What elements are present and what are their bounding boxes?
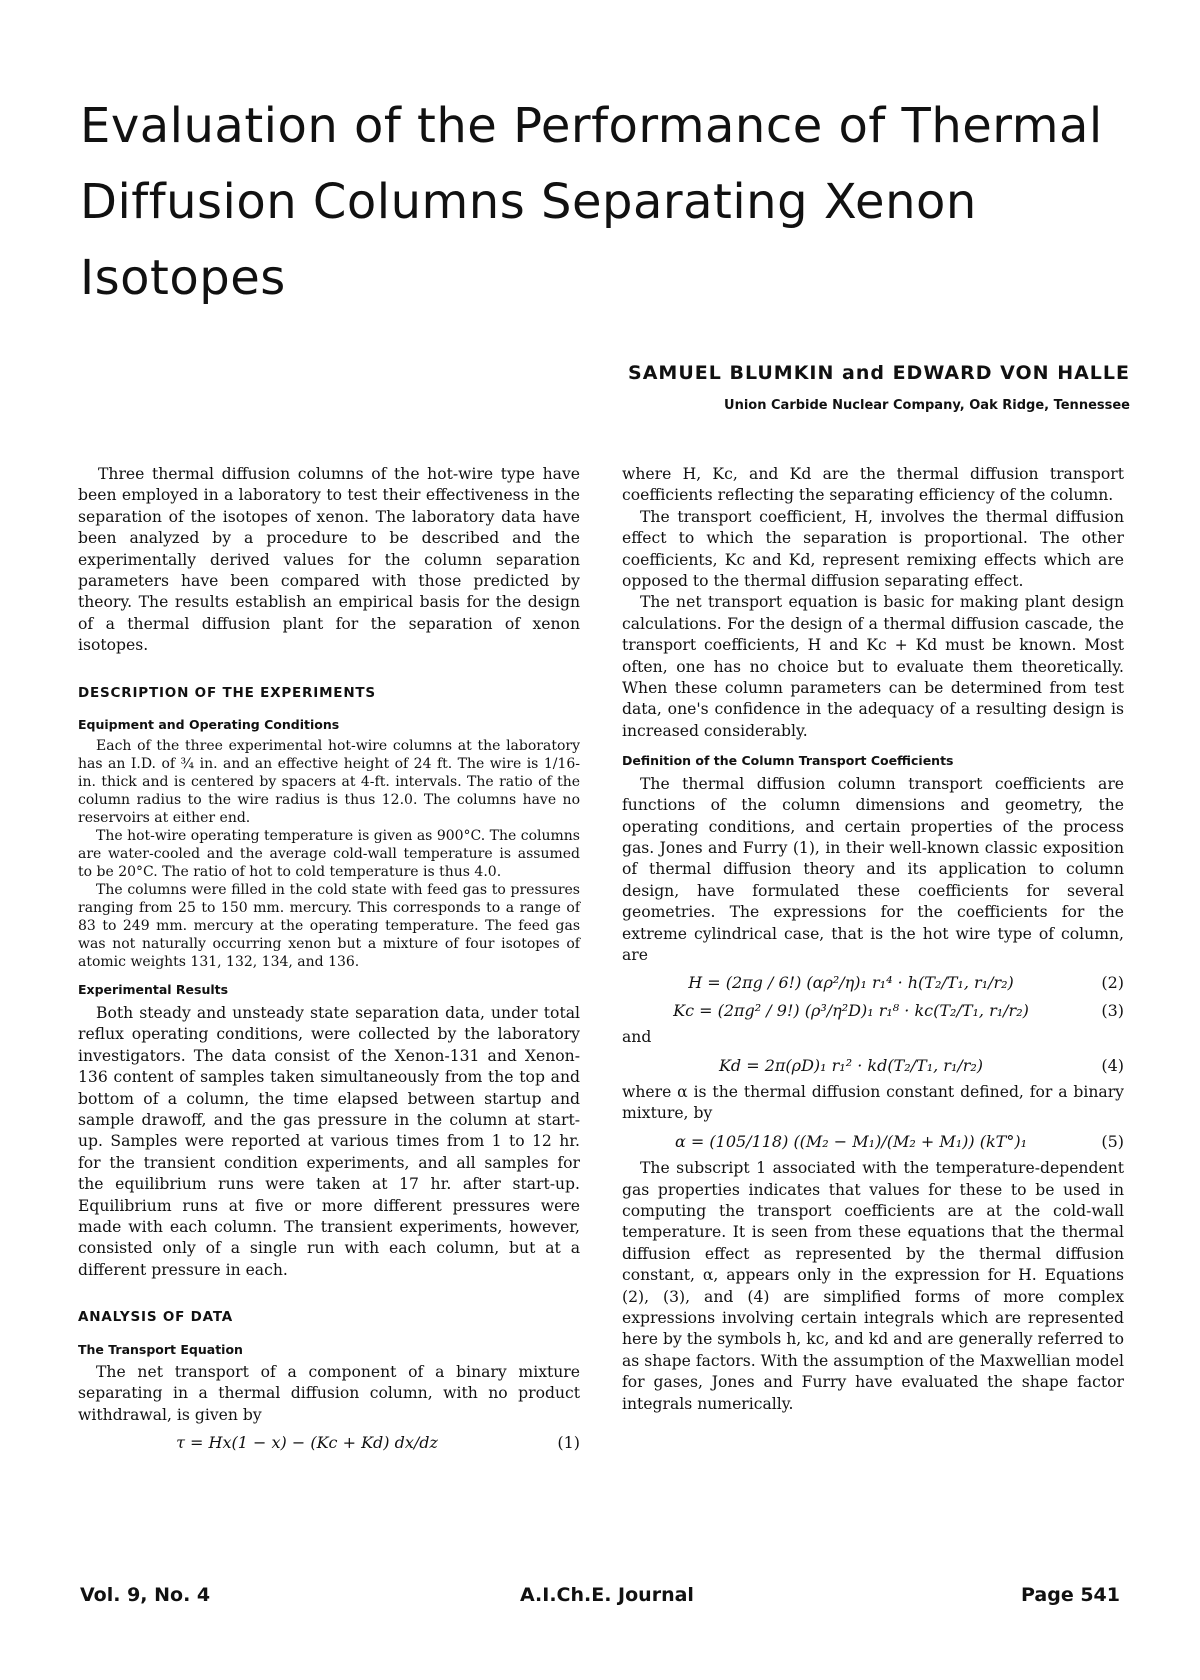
footer-page-number: Page 541 xyxy=(1021,1584,1120,1606)
paragraph: where α is the thermal diffusion constant defined, for a binary mixture, by xyxy=(622,1082,1124,1123)
equation-1 xyxy=(78,1432,580,1453)
equation-expression: τ = Hx(1 − x) − (Kc + Kd) dx/dz xyxy=(176,1433,438,1453)
equation-number: (3) xyxy=(1101,1000,1124,1020)
equation-number: (4) xyxy=(1101,1055,1124,1075)
equation-number: (5) xyxy=(1101,1131,1124,1151)
subheading-definition: Definition of the Column Transport Coefficients xyxy=(622,753,954,769)
paragraph: The columns were filled in the cold state with feed gas to pressures ranging from 25 to 150 mm. mercury. This corresponds to a range of 83 to 249 mm. mercury at the operating temperature. The feed gas was not naturally occurring xenon but a mixture of four isotopes of atomic weights 131, 132, 134, and 136. xyxy=(78,882,580,971)
equation-number: (1) xyxy=(557,1433,580,1453)
paragraph: The net transport of a component of a binary mixture separating in a thermal diffusion column, with no product withdrawal, is given by xyxy=(78,1362,580,1424)
section-heading-analysis: ANALYSIS OF DATA xyxy=(78,1309,234,1326)
equation-expression: Kc = (2πg² / 9!) (ρ³/η²D)₁ r₁⁸ · kc(T₂/T₁, r₁/r₂) xyxy=(673,1000,1029,1020)
equation-5 xyxy=(622,1131,1124,1152)
paragraph: The net transport equation is basic for making plant design calculations. For the design of a thermal diffusion cascade, the transport coefficients, H and Kc + Kd must be known. Most often, one has no choice but to evaluate them theoretically. When these column parameters can be determined from test data, one's confidence in the adequacy of a resulting design is increased considerably. xyxy=(622,593,1124,740)
section-heading-description: DESCRIPTION OF THE EXPERIMENTS xyxy=(78,684,376,701)
equation-expression: α = (105/118) ((M₂ − M₁)/(M₂ + M₁)) (kT°)₁ xyxy=(675,1131,1027,1151)
paragraph: The subscript 1 associated with the temperature-dependent gas properties indicates that values for these to be used in computing the transport coefficients are at the cold-wall temperature. It is seen from these equations that the thermal diffusion effect as represented by the thermal diffusion constant, α, appears only in the expression for H. Equations (2), (3), and (4) are simplified forms of more complex expressions involving certain integrals which are represented here by the symbols h, kc, and kd and are generally referred to as shape factors. With the assumption of the Maxwellian model for gases, Jones and Furry have evaluated the shape factor integrals numerically. xyxy=(622,1159,1124,1413)
paragraph: The transport coefficient, H, involves the thermal diffusion effect to which the separation is proportional. The other coefficients, Kc and Kd, represent remixing effects which are opposed to the thermal diffusion separating effect. xyxy=(622,507,1124,591)
paragraph: Both steady and unsteady state separation data, under total reflux operating conditions, were collected by the laboratory investigators. The data consist of the Xenon-131 and Xenon-136 content of samples taken simultaneously from the top and bottom of a column, the time elapsed between startup and sample drawoff, and the gas pressure in the column at start-up. Samples were reported at various times from 1 to 12 hr. for the transient condition experiments, and all samples for the equilibrium runs were taken at 17 hr. after start-up. Equilibrium runs at five or more different pressures were made with each column. The transient experiments, however, consisted only of a single run with each column, but at a different pressure in each. xyxy=(78,1003,580,1279)
abstract: Three thermal diffusion columns of the hot-wire type have been employed in a laboratory to test their effectiveness in the separation of the isotopes of xenon. The laboratory data have been analyzed by a procedure to be described and the experimentally derived values for the column separation parameters have been compared with those predicted by theory. The results establish an empirical basis for the design of a thermal diffusion plant for the separation of xenon isotopes. xyxy=(78,465,580,655)
equation-2 xyxy=(622,972,1124,993)
left-column xyxy=(78,464,580,1460)
right-column xyxy=(622,464,1124,1415)
and-text: and xyxy=(622,1028,652,1047)
paragraph: The thermal diffusion column transport coefficients are functions of the column dimensions and geometry, the operating conditions, and certain properties of the process gas. Jones and Furry (1), in their well-known classic exposition of thermal diffusion theory and its application to column design, have formulated these coefficients for several geometries. The expressions for the coefficients for the extreme cylindrical case, that is the hot wire type of column, are xyxy=(622,774,1124,964)
footer-volume: Vol. 9, No. 4 xyxy=(80,1584,211,1606)
paragraph: Each of the three experimental hot-wire columns at the laboratory has an I.D. of ¾ in. and an effective height of 24 ft. The wire is 1/16-in. thick and is centered by spacers at 4-ft. intervals. The ratio of the column radius to the wire radius is thus 12.0. The columns have no reservoirs at either end. xyxy=(78,738,580,827)
equation-number: (2) xyxy=(1101,973,1124,993)
subheading-equipment: Equipment and Operating Conditions xyxy=(78,717,340,733)
footer-journal: A.I.Ch.E. Journal xyxy=(520,1584,694,1606)
equation-4 xyxy=(622,1055,1124,1076)
subheading-results: Experimental Results xyxy=(78,982,229,998)
subheading-transport: The Transport Equation xyxy=(78,1341,243,1357)
equation-expression: H = (2πg / 6!) (αρ²/η)₁ r₁⁴ · h(T₂/T₁, r₁/r₂) xyxy=(688,973,1014,993)
equation-3 xyxy=(622,1000,1124,1021)
equation-expression: Kd = 2π(ρD)₁ r₁² · kd(T₂/T₁, r₁/r₂) xyxy=(718,1055,984,1075)
authors: SAMUEL BLUMKIN and EDWARD VON HALLE xyxy=(628,362,1130,384)
paragraph: The hot-wire operating temperature is given as 900°C. The columns are water-cooled and the average cold-wall temperature is assumed to be 20°C. The ratio of hot to cold temperature is thus 4.0. xyxy=(78,828,580,881)
paragraph: where H, Kc, and Kd are the thermal diffusion transport coefficients reflecting the separating efficiency of the column. xyxy=(622,465,1124,505)
affiliation: Union Carbide Nuclear Company, Oak Ridge, Tennessee xyxy=(724,398,1130,413)
article-title: Evaluation of the Performance of Thermal Diffusion Columns Separating Xenon Isotopes xyxy=(80,98,1103,306)
